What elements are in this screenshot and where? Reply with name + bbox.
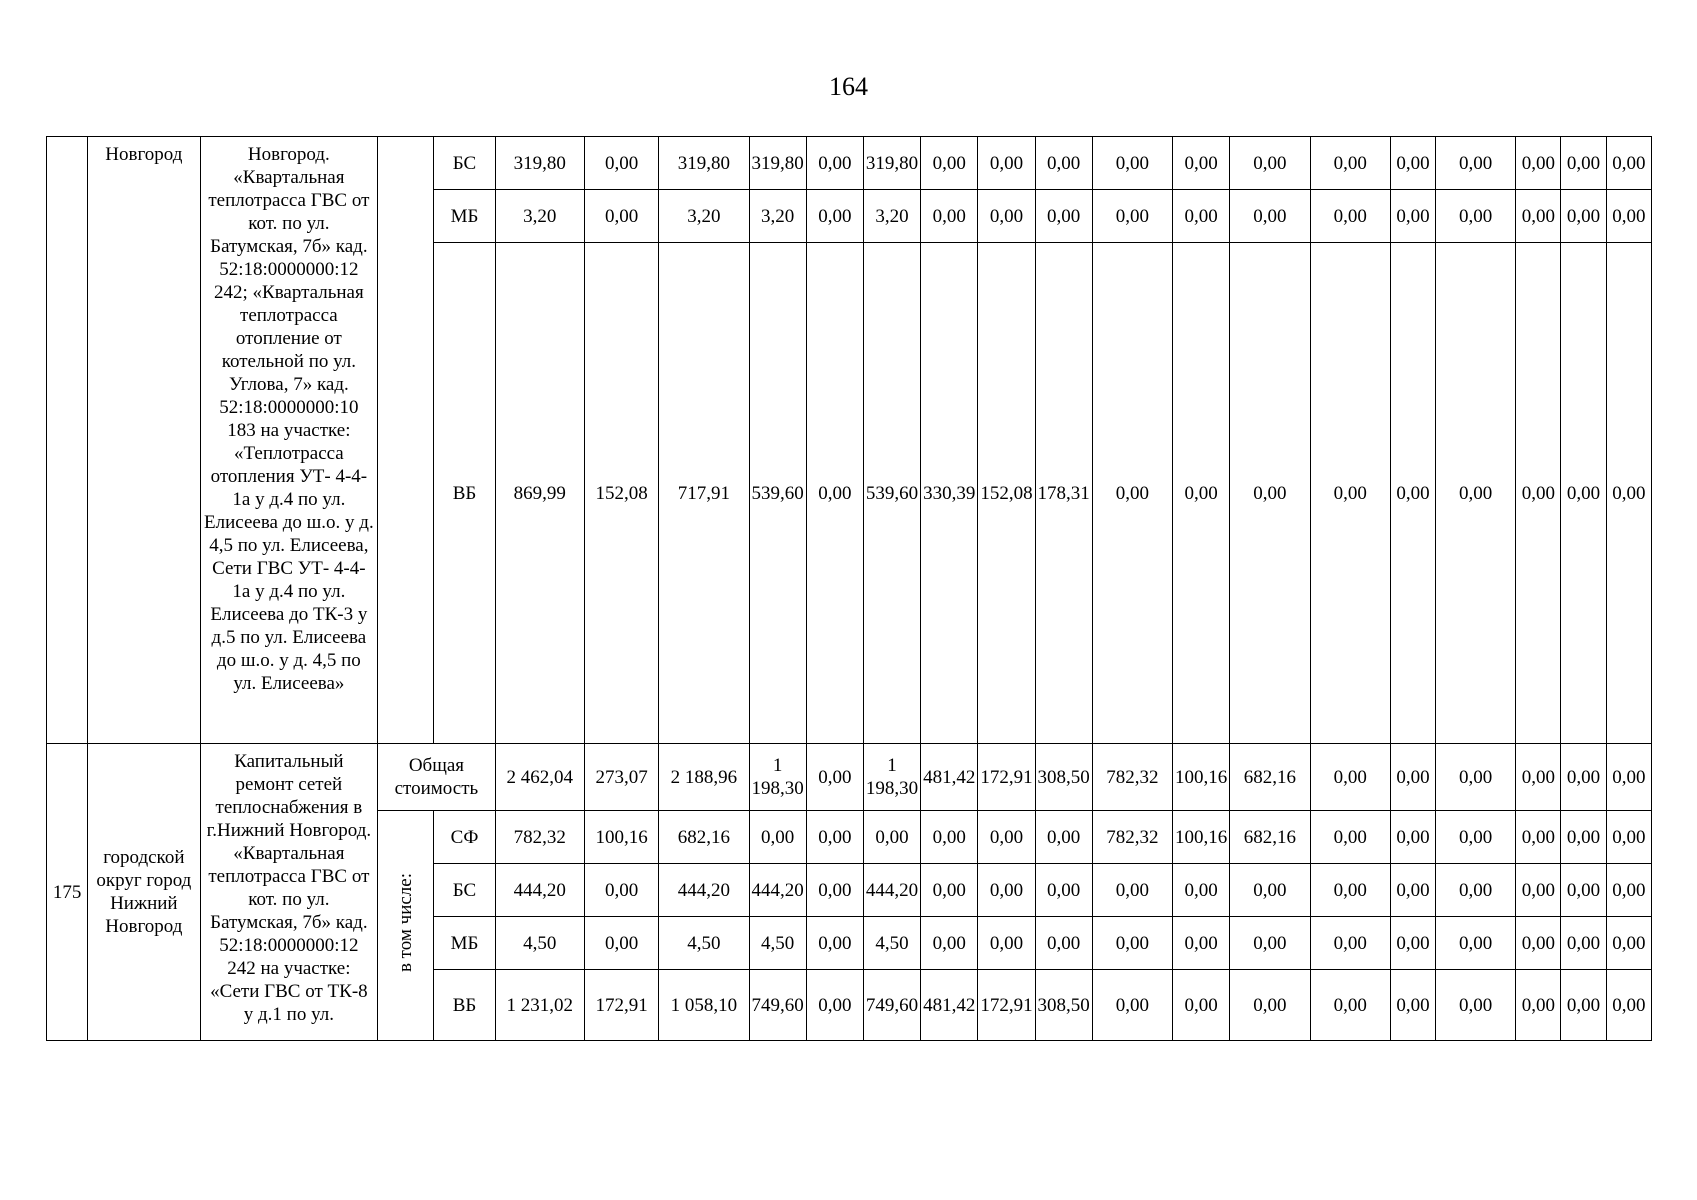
value-cell: 0,00 — [806, 864, 863, 917]
value-cell: 0,00 — [978, 811, 1035, 864]
value-cell: 0,00 — [1310, 190, 1390, 243]
page-number: 164 — [829, 72, 868, 101]
value-cell: 0,00 — [921, 864, 978, 917]
value-cell: 0,00 — [1035, 864, 1092, 917]
value-cell: 0,00 — [1310, 917, 1390, 970]
value-cell: 152,08 — [978, 243, 1035, 744]
value-cell: 0,00 — [584, 190, 658, 243]
municipality-cell: городской округ город Нижний Новгород — [88, 744, 200, 1041]
value-cell: 0,00 — [1310, 811, 1390, 864]
value-cell: 782,32 — [1092, 811, 1172, 864]
row-number-cell — [47, 137, 88, 744]
value-cell: 0,00 — [1173, 190, 1230, 243]
value-cell: 0,00 — [806, 137, 863, 190]
total-value-cell: 0,00 — [806, 744, 863, 811]
value-cell: 0,00 — [1310, 243, 1390, 744]
value-cell: 0,00 — [1436, 811, 1516, 864]
value-cell: 0,00 — [1436, 137, 1516, 190]
value-cell: 0,00 — [1310, 864, 1390, 917]
value-cell: 682,16 — [1230, 811, 1310, 864]
value-cell: 0,00 — [1606, 243, 1651, 744]
value-cell: 172,91 — [978, 970, 1035, 1041]
value-cell: 100,16 — [584, 811, 658, 864]
value-cell: 1 231,02 — [495, 970, 584, 1041]
value-cell: 0,00 — [978, 917, 1035, 970]
value-cell: 319,80 — [749, 137, 806, 190]
total-value-cell: 2 462,04 — [495, 744, 584, 811]
total-value-cell: 0,00 — [1606, 744, 1651, 811]
value-cell: 0,00 — [1436, 917, 1516, 970]
value-cell: 0,00 — [1173, 137, 1230, 190]
value-cell: 1 058,10 — [659, 970, 749, 1041]
value-cell: 0,00 — [1035, 190, 1092, 243]
value-cell: 0,00 — [1516, 864, 1561, 917]
value-cell: 444,20 — [495, 864, 584, 917]
value-cell: 0,00 — [1390, 190, 1435, 243]
value-cell: 0,00 — [1561, 190, 1606, 243]
value-cell: 319,80 — [863, 137, 920, 190]
value-cell: 0,00 — [921, 190, 978, 243]
value-cell: 319,80 — [659, 137, 749, 190]
value-cell: 0,00 — [1516, 970, 1561, 1041]
value-cell: 0,00 — [1230, 190, 1310, 243]
value-cell: 319,80 — [495, 137, 584, 190]
value-cell: 0,00 — [1035, 811, 1092, 864]
value-cell: 444,20 — [749, 864, 806, 917]
value-cell: 0,00 — [1390, 137, 1435, 190]
value-cell: 172,91 — [584, 970, 658, 1041]
value-cell: 0,00 — [1561, 137, 1606, 190]
value-cell: 0,00 — [1035, 137, 1092, 190]
group-cell — [378, 137, 434, 744]
value-cell: 0,00 — [1516, 137, 1561, 190]
total-value-cell: 481,42 — [921, 744, 978, 811]
total-value-cell: 0,00 — [1436, 744, 1516, 811]
value-cell: 0,00 — [1561, 243, 1606, 744]
value-cell: 3,20 — [659, 190, 749, 243]
value-cell: 0,00 — [978, 190, 1035, 243]
value-cell: 0,00 — [921, 137, 978, 190]
value-cell: 3,20 — [495, 190, 584, 243]
total-value-cell: 0,00 — [1310, 744, 1390, 811]
value-cell: 0,00 — [1173, 917, 1230, 970]
value-cell: 0,00 — [1606, 864, 1651, 917]
value-cell: 717,91 — [659, 243, 749, 744]
source-cell: БС — [434, 864, 495, 917]
value-cell: 539,60 — [749, 243, 806, 744]
table-body — [47, 137, 1652, 1041]
value-cell: 444,20 — [863, 864, 920, 917]
municipality-cell: Новгород — [88, 137, 200, 744]
value-cell: 0,00 — [1230, 917, 1310, 970]
value-cell: 0,00 — [1561, 970, 1606, 1041]
value-cell: 100,16 — [1173, 811, 1230, 864]
value-cell: 782,32 — [495, 811, 584, 864]
source-cell: ВБ — [434, 243, 495, 744]
total-value-cell: 0,00 — [1561, 744, 1606, 811]
value-cell: 0,00 — [863, 811, 920, 864]
value-cell: 0,00 — [1390, 243, 1435, 744]
including-cell — [378, 811, 434, 1041]
value-cell: 749,60 — [749, 970, 806, 1041]
value-cell: 4,50 — [495, 917, 584, 970]
description-cell: Капитальный ремонт сетей теплоснабжения в г.Нижний Новгород. «Квартальная теплотрасса ГВС от кот. по ул. Батумская, 7б» кад. 52:18:0000000:12 242 на участке: «Сети ГВС от ТК-8 у д.1 по ул. — [200, 744, 378, 1041]
description-cell: Новгород. «Квартальная теплотрасса ГВС от кот. по ул. Батумская, 7б» кад. 52:18:0000000:12 242; «Квартальная теплотрасса отопление от котельной по ул. Углова, 7» кад. 52:18:0000000:10 183 на участке: «Теплотрасса отопления УТ- 4-4-1а у д.4 по ул. Елисеева до ш.о. у д. 4,5 по ул. Елисеева, Сети ГВС УТ- 4-4-1а у д.4 по ул. Елисеева до ТК-3 у д.5 по ул. Елисеева до ш.о. у д. 4,5 по ул. Елисеева» — [200, 137, 378, 744]
value-cell: 178,31 — [1035, 243, 1092, 744]
value-cell: 0,00 — [1606, 190, 1651, 243]
value-cell: 0,00 — [978, 864, 1035, 917]
total-value-cell: 1 198,30 — [749, 744, 806, 811]
value-cell: 0,00 — [1606, 917, 1651, 970]
value-cell: 0,00 — [1092, 970, 1172, 1041]
value-cell: 0,00 — [1606, 811, 1651, 864]
value-cell: 4,50 — [863, 917, 920, 970]
value-cell: 0,00 — [1230, 243, 1310, 744]
total-label-cell: Общая стоимость — [378, 744, 495, 811]
value-cell: 0,00 — [1035, 917, 1092, 970]
source-cell: БС — [434, 137, 495, 190]
source-cell: ВБ — [434, 970, 495, 1041]
budget-table — [46, 136, 1652, 1041]
value-cell: 0,00 — [1606, 970, 1651, 1041]
value-cell: 682,16 — [659, 811, 749, 864]
value-cell: 0,00 — [1173, 243, 1230, 744]
value-cell: 0,00 — [1230, 137, 1310, 190]
value-cell: 0,00 — [1561, 917, 1606, 970]
including-label: в том числе: — [395, 872, 417, 973]
value-cell: 0,00 — [1436, 970, 1516, 1041]
value-cell: 0,00 — [1436, 243, 1516, 744]
total-value-cell: 2 188,96 — [659, 744, 749, 811]
value-cell: 0,00 — [584, 864, 658, 917]
value-cell: 0,00 — [584, 137, 658, 190]
table-row — [47, 744, 1652, 811]
total-value-cell: 0,00 — [1516, 744, 1561, 811]
total-value-cell: 100,16 — [1173, 744, 1230, 811]
value-cell: 0,00 — [1390, 917, 1435, 970]
value-cell: 0,00 — [806, 970, 863, 1041]
value-cell: 0,00 — [1230, 864, 1310, 917]
value-cell: 0,00 — [1561, 811, 1606, 864]
value-cell: 0,00 — [1092, 137, 1172, 190]
value-cell: 152,08 — [584, 243, 658, 744]
value-cell: 0,00 — [1390, 811, 1435, 864]
value-cell: 4,50 — [659, 917, 749, 970]
source-cell: МБ — [434, 917, 495, 970]
value-cell: 0,00 — [1561, 864, 1606, 917]
total-value-cell: 172,91 — [978, 744, 1035, 811]
value-cell: 0,00 — [1390, 970, 1435, 1041]
value-cell: 481,42 — [921, 970, 978, 1041]
row-number-cell: 175 — [47, 744, 88, 1041]
value-cell: 3,20 — [863, 190, 920, 243]
value-cell: 0,00 — [806, 243, 863, 744]
total-value-cell: 308,50 — [1035, 744, 1092, 811]
value-cell: 0,00 — [1230, 970, 1310, 1041]
value-cell: 869,99 — [495, 243, 584, 744]
value-cell: 444,20 — [659, 864, 749, 917]
source-cell: СФ — [434, 811, 495, 864]
value-cell: 0,00 — [1092, 243, 1172, 744]
value-cell: 0,00 — [1436, 864, 1516, 917]
value-cell: 0,00 — [1173, 970, 1230, 1041]
value-cell: 0,00 — [1516, 190, 1561, 243]
value-cell: 308,50 — [1035, 970, 1092, 1041]
total-value-cell: 682,16 — [1230, 744, 1310, 811]
value-cell: 0,00 — [1173, 864, 1230, 917]
total-value-cell: 782,32 — [1092, 744, 1172, 811]
table-row — [47, 137, 1652, 190]
value-cell: 0,00 — [921, 811, 978, 864]
total-value-cell: 273,07 — [584, 744, 658, 811]
value-cell: 0,00 — [806, 811, 863, 864]
value-cell: 330,39 — [921, 243, 978, 744]
value-cell: 3,20 — [749, 190, 806, 243]
total-value-cell: 1 198,30 — [863, 744, 920, 811]
value-cell: 0,00 — [1516, 811, 1561, 864]
value-cell: 0,00 — [1092, 864, 1172, 917]
value-cell: 0,00 — [806, 190, 863, 243]
value-cell: 0,00 — [1092, 190, 1172, 243]
value-cell: 0,00 — [584, 917, 658, 970]
value-cell: 749,60 — [863, 970, 920, 1041]
value-cell: 0,00 — [1516, 243, 1561, 744]
value-cell: 0,00 — [1606, 137, 1651, 190]
value-cell: 539,60 — [863, 243, 920, 744]
value-cell: 4,50 — [749, 917, 806, 970]
value-cell: 0,00 — [921, 917, 978, 970]
value-cell: 0,00 — [749, 811, 806, 864]
total-value-cell: 0,00 — [1390, 744, 1435, 811]
value-cell: 0,00 — [1390, 864, 1435, 917]
value-cell: 0,00 — [1310, 970, 1390, 1041]
value-cell: 0,00 — [1436, 190, 1516, 243]
value-cell: 0,00 — [1092, 917, 1172, 970]
source-cell: МБ — [434, 190, 495, 243]
value-cell: 0,00 — [978, 137, 1035, 190]
value-cell: 0,00 — [1310, 137, 1390, 190]
value-cell: 0,00 — [1516, 917, 1561, 970]
value-cell: 0,00 — [806, 917, 863, 970]
